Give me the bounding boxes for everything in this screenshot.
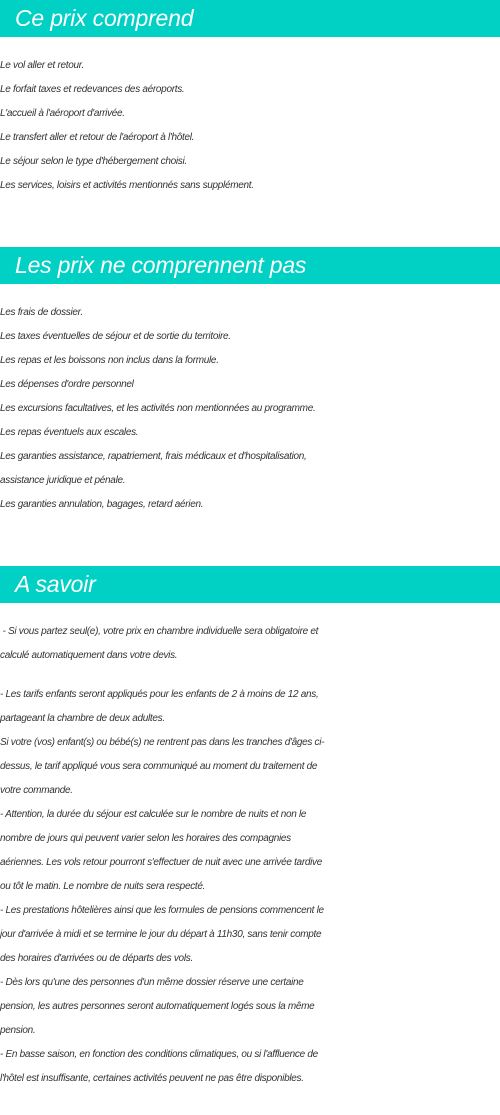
text-line: pension.: [0, 1025, 36, 1036]
excluded-section: [0, 247, 500, 517]
info-header: [0, 566, 500, 603]
included-list: [0, 54, 500, 198]
text-line: - Dès lors qu'une des personnes d'un même dossier réserve une certaine: [0, 977, 304, 988]
info-section: [0, 566, 500, 1091]
list-item: Les excursions facultatives, et les activités non mentionnées au programme.: [0, 403, 316, 414]
list-item: Les dépenses d'ordre personnel: [0, 379, 134, 390]
included-section: [0, 0, 500, 198]
list-item: Le vol aller et retour.: [0, 60, 84, 71]
text-line: l'hôtel est insuffisante, certaines activités peuvent ne pas être disponibles.: [0, 1073, 304, 1084]
text-line: des horaires d'arrivées ou de départs des vols.: [0, 953, 193, 964]
list-item: Les taxes éventuelles de séjour et de sortie du territoire.: [0, 331, 231, 342]
info-paragraph-single-room: [0, 620, 500, 668]
text-line: Si votre (vos) enfant(s) ou bébé(s) ne rentrent pas dans les tranches d'âges ci-: [0, 737, 325, 748]
text-line: - Les prestations hôtelières ainsi que les formules de pensions commencent le: [0, 905, 324, 916]
excluded-list: [0, 301, 500, 517]
list-item: Les frais de dossier.: [0, 307, 83, 318]
text-line: ou tôt le matin. Le nombre de nuits sera respecté.: [0, 881, 206, 892]
text-line: calculé automatiquement dans votre devis.: [0, 650, 178, 661]
included-title: Ce prix comprend: [15, 5, 194, 31]
text-line: aériennes. Les vols retour pourront s'effectuer de nuit avec une arrivée tardive: [0, 857, 322, 868]
text-line: pension, les autres personnes seront automatiquement logés sous la même: [0, 1001, 315, 1012]
text-line: - En basse saison, en fonction des conditions climatiques, ou si l'affluence de: [0, 1049, 318, 1060]
list-item: Les garanties assistance, rapatriement, frais médicaux et d'hospitalisation,: [0, 451, 307, 462]
text-line: - Attention, la durée du séjour est calculée sur le nombre de nuits et non le: [0, 809, 307, 820]
list-item: assistance juridique et pénale.: [0, 475, 126, 486]
text-line: jour d'arrivée à midi et se termine le jour du départ à 11h30, sans tenir compte: [0, 929, 322, 940]
list-item: Le forfait taxes et redevances des aéroports.: [0, 84, 185, 95]
text-line: - Les tarifs enfants seront appliqués pour les enfants de 2 à moins de 12 ans,: [0, 689, 319, 700]
text-line: dessus, le tarif appliqué vous sera communiqué au moment du traitement de: [0, 761, 318, 772]
list-item: Les garanties annulation, bagages, retard aérien.: [0, 499, 204, 510]
text-line: nombre de jours qui peuvent varier selon les horaires des compagnies: [0, 833, 291, 844]
list-item: Les repas et les boissons non inclus dans la formule.: [0, 355, 219, 366]
included-header: [0, 0, 500, 37]
list-item: L'accueil à l'aéroport d'arrivée.: [0, 108, 125, 119]
list-item: Les repas éventuels aux escales.: [0, 427, 139, 438]
text-line: partageant la chambre de deux adultes.: [0, 713, 165, 724]
list-item: Les services, loisirs et activités mentionnés sans supplément.: [0, 180, 254, 191]
excluded-header: [0, 247, 500, 284]
info-title: A savoir: [15, 571, 96, 597]
info-paragraph-conditions: [0, 683, 500, 1091]
list-item: Le séjour selon le type d'hébergement choisi.: [0, 156, 187, 167]
text-line: votre commande.: [0, 785, 73, 796]
text-line: - Si vous partez seul(e), votre prix en chambre individuelle sera obligatoire et: [0, 626, 319, 637]
excluded-title: Les prix ne comprennent pas: [15, 252, 307, 278]
list-item: Le transfert aller et retour de l'aéroport à l'hôtel.: [0, 132, 195, 143]
